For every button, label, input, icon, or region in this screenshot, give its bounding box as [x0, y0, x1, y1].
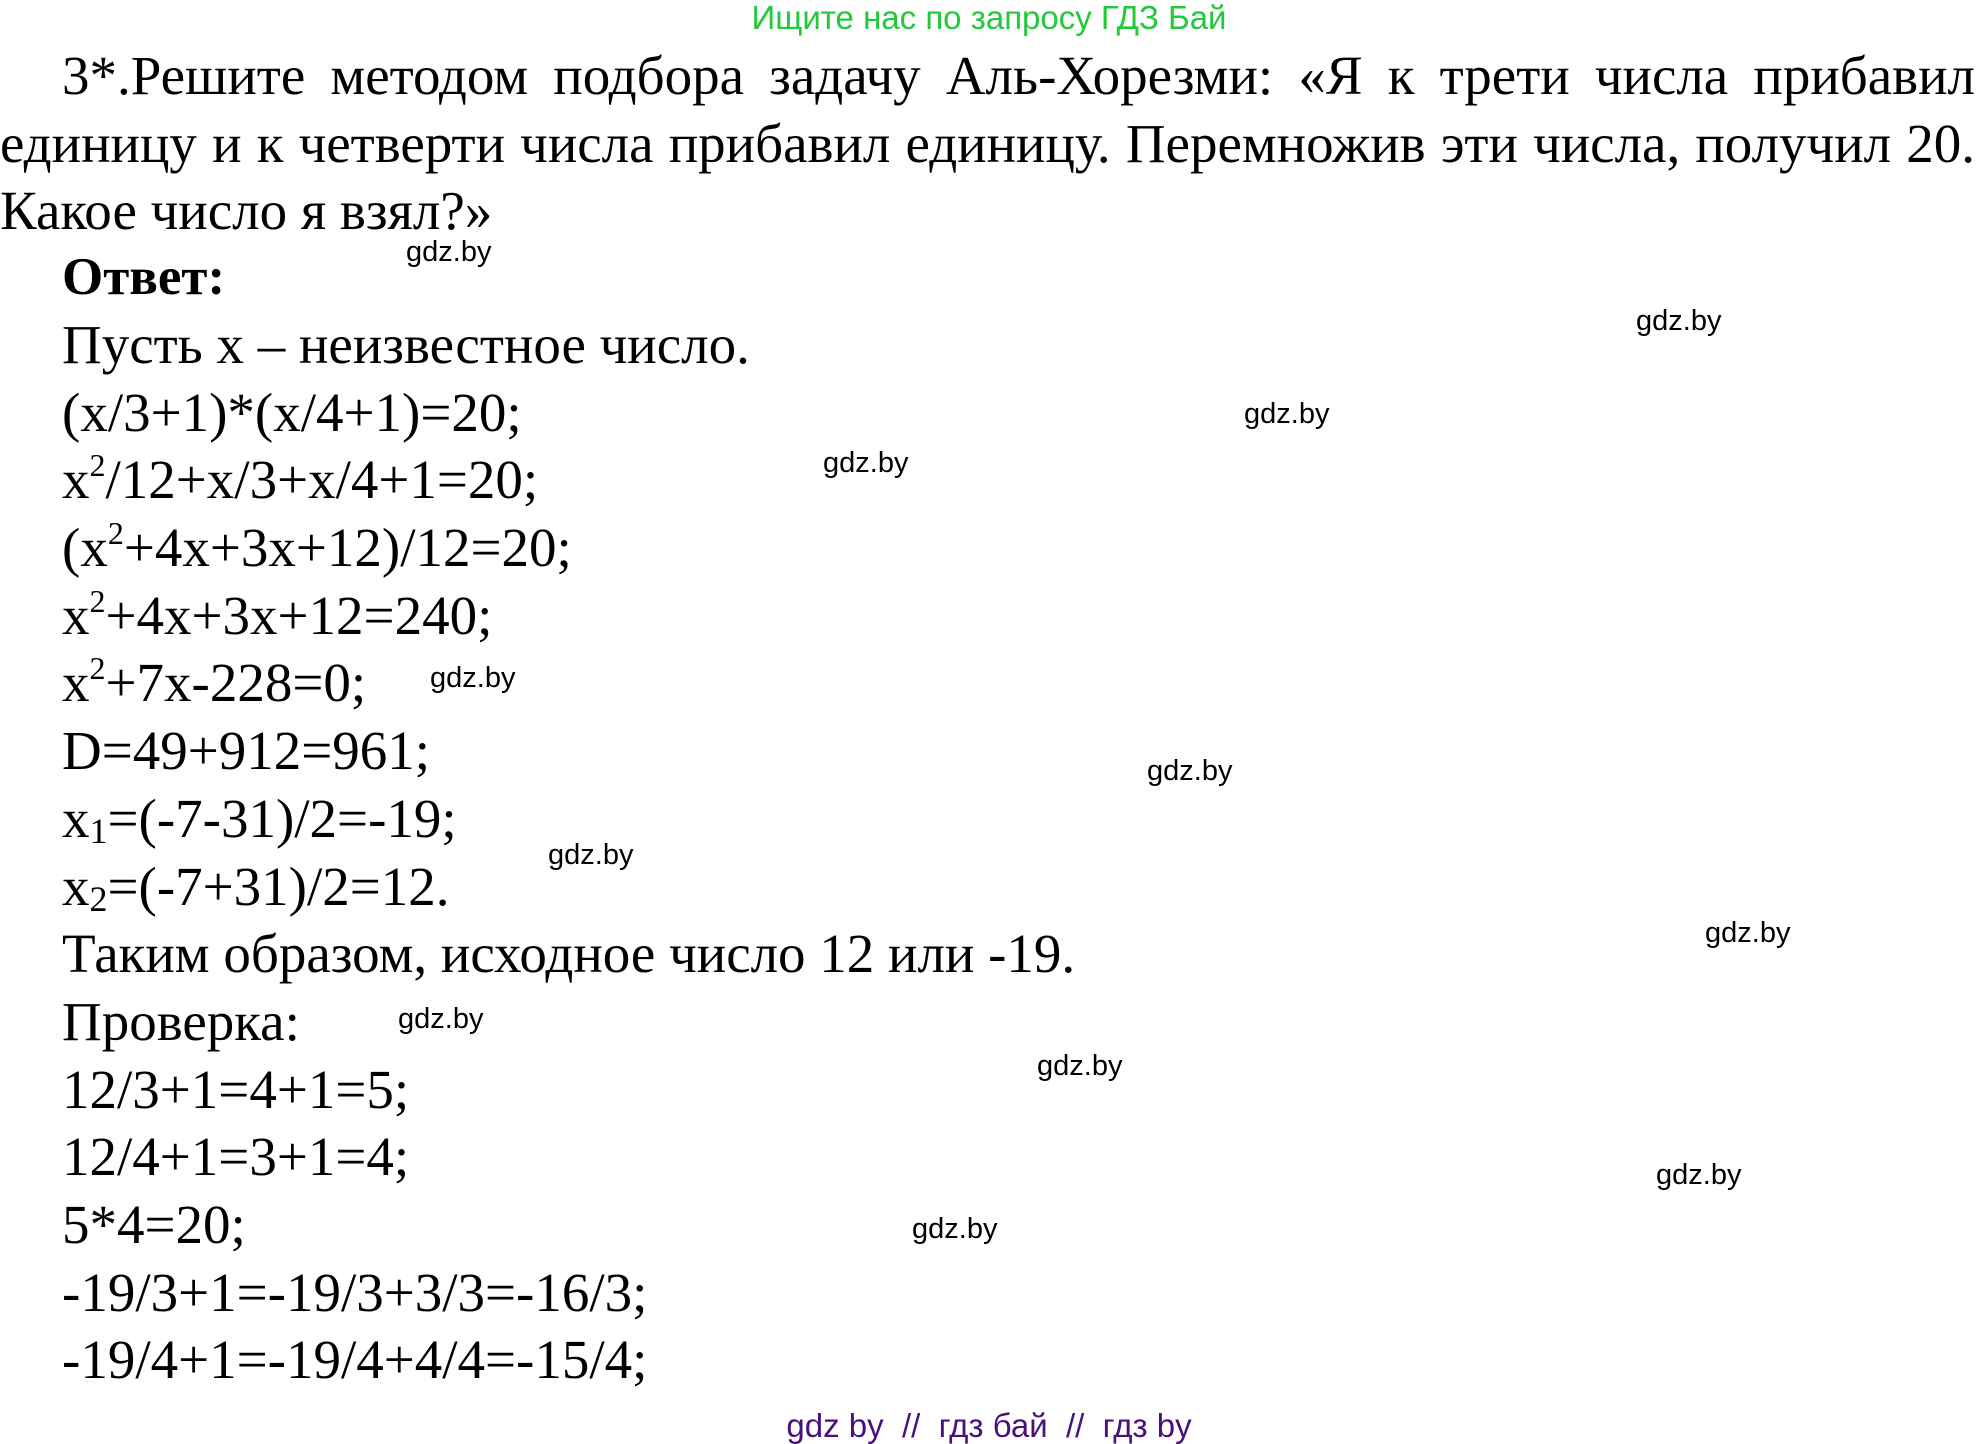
solution-line: [62, 1123, 1075, 1191]
watermark: gdz.by: [1656, 1159, 1742, 1191]
watermark: gdz.by: [406, 236, 492, 268]
subscript: 1: [89, 810, 108, 851]
solution-line-text: 5*4=20;: [62, 1193, 246, 1255]
search-hint-banner[interactable]: Ищите нас по запросу ГДЗ Бай: [751, 0, 1227, 36]
problem-statement: [0, 42, 1975, 245]
solution-line: [62, 379, 1075, 447]
watermark: gdz.by: [1636, 305, 1722, 337]
solution-line: [62, 1326, 1075, 1394]
exponent: 2: [89, 582, 106, 619]
solution-line-text: -19/4+1=-19/4+4/4=-15/4;: [62, 1329, 648, 1391]
solution-line-text: D=49+912=961;: [62, 720, 431, 782]
subscript: 2: [89, 878, 108, 919]
watermark: gdz.by: [548, 839, 634, 871]
exponent: 2: [107, 515, 124, 552]
solution-line: [62, 446, 1075, 514]
solution-line: [62, 1056, 1075, 1124]
watermark: gdz.by: [1705, 917, 1791, 949]
expression: +7x-228=0;: [105, 652, 367, 714]
solution-line-text: Пусть х – неизвестное число.: [62, 314, 750, 375]
watermark: gdz.by: [912, 1213, 998, 1245]
solution-line-text: (x/3+1)*(x/4+1)=20;: [62, 381, 522, 443]
watermark: gdz.by: [1244, 398, 1330, 430]
solution-line: [62, 1259, 1075, 1327]
solution-line: [62, 717, 1075, 785]
expression: /12+x/3+x/4+1=20;: [105, 449, 539, 511]
variable: (x: [62, 517, 108, 579]
solution-line: [62, 514, 1075, 582]
watermark: gdz.by: [823, 447, 909, 479]
solution-line-text: 12/3+1=4+1=5;: [62, 1058, 410, 1120]
variable: x: [62, 449, 90, 511]
answer-heading: Ответ:: [62, 248, 226, 306]
watermark: gdz.by: [398, 1003, 484, 1035]
watermark: gdz.by: [430, 662, 516, 694]
variable: x: [62, 584, 90, 646]
exponent: 2: [89, 447, 106, 484]
solution-line: [62, 582, 1075, 650]
expression: +4x+3x+12)/12=20;: [123, 517, 572, 579]
variable: x: [62, 652, 90, 714]
solution-conclusion: [62, 920, 1075, 988]
expression: =(-7-31)/2=-19;: [107, 787, 457, 849]
expression: +4x+3x+12=240;: [105, 584, 493, 646]
solution-line-text: -19/3+1=-19/3+3/3=-16/3;: [62, 1261, 648, 1323]
solution-line-text: Таким образом, исходное число 12 или -19.: [62, 923, 1076, 985]
footer-links[interactable]: gdz by // гдз бай // гдз by: [786, 1407, 1192, 1444]
variable: x: [62, 855, 90, 917]
watermark: gdz.by: [1147, 755, 1233, 787]
variable: x: [62, 787, 90, 849]
expression: =(-7+31)/2=12.: [107, 855, 450, 917]
solution-line: [62, 311, 1075, 379]
solution-line: [62, 649, 1075, 717]
check-heading: [62, 988, 1075, 1056]
watermark: gdz.by: [1037, 1050, 1123, 1082]
solution-line-text: Проверка:: [62, 990, 300, 1052]
problem-text: 3*.Решите методом подбора задачу Аль-Хорезми: «Я к трети числа прибавил единицу и к четверти числа прибавил единицу. Перемножив эти числа, получил 20. Какое число я взял?»: [0, 45, 1975, 241]
solution-line-text: 12/4+1=3+1=4;: [62, 1126, 410, 1188]
exponent: 2: [89, 650, 106, 687]
